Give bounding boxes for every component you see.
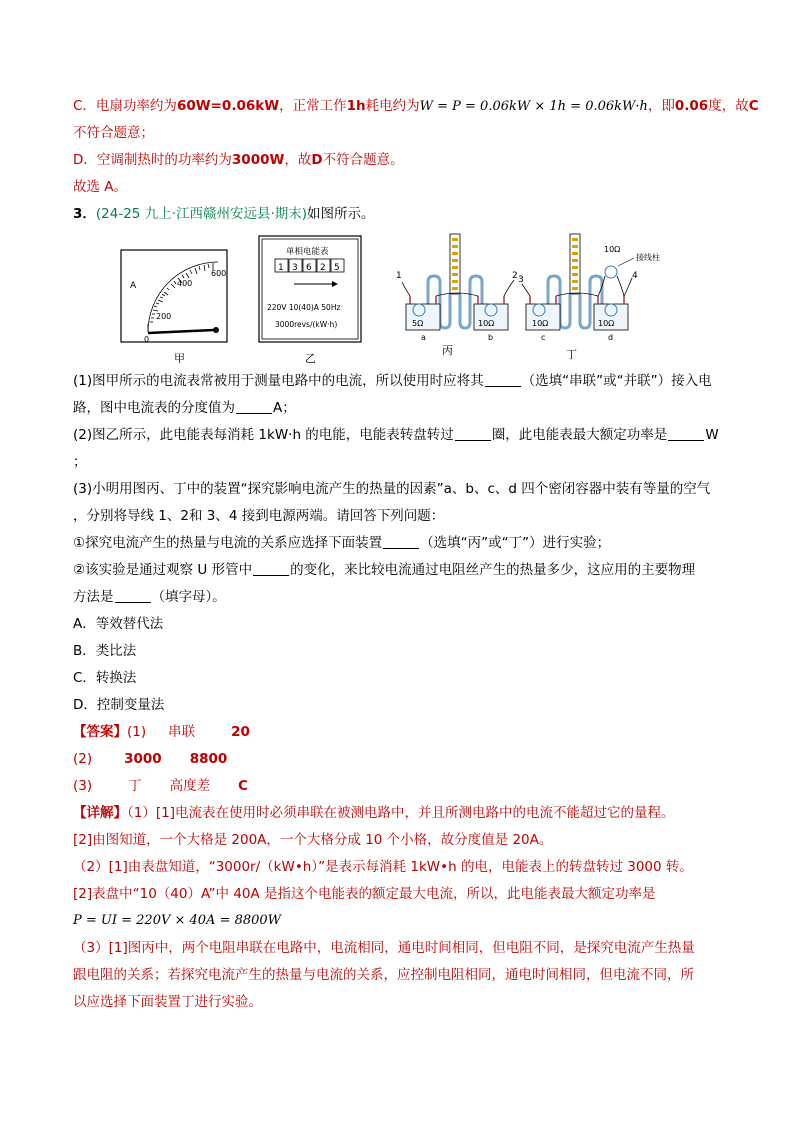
svg-text:10Ω: 10Ω <box>532 319 549 328</box>
blank-4[interactable] <box>668 426 704 441</box>
svg-text:0: 0 <box>144 335 150 344</box>
subq-3-line1: (3)小明用图丙、丁中的装置“探究影响电流产生的热量的因素”a、b、c、d 四个密闭容器中装有等量的空气 <box>73 481 711 497</box>
svg-text:600: 600 <box>211 269 227 278</box>
svg-text:2: 2 <box>320 263 326 273</box>
answer-label: 【答案】 <box>73 724 127 740</box>
blank-7[interactable] <box>115 588 151 603</box>
detail-line-3: （2）[1]由表盘知道，“3000r/（kW•h）”是表示每消耗 1kW•h 的电，电能表上的转盘转过 3000 转。 <box>73 859 693 875</box>
question-source: (24-25 九上·江西赣州安远县·期末) <box>95 206 308 222</box>
option-c-line2: 不符合题意； <box>73 125 154 141</box>
svg-text:4: 4 <box>632 271 638 281</box>
blank-6[interactable] <box>253 561 289 576</box>
subq-3-line2: ，分别将导线 1、2和 3、4 接到电源两端。请回答下列问题： <box>73 508 445 524</box>
svg-text:3: 3 <box>292 263 298 273</box>
svg-text:3: 3 <box>518 275 524 285</box>
svg-text:接线柱: 接线柱 <box>636 253 660 262</box>
subq-2-line2: ； <box>73 454 87 470</box>
option-d-line: D．空调制热时的功率约为3000W，故D不符合题意。 <box>73 152 404 168</box>
svg-text:10Ω: 10Ω <box>598 319 615 328</box>
subq-3-item2: ②该实验是通过观察 U 形管中 的变化，来比较电流通过电阻丝产生的热量多少，这应用的主要物理 <box>73 562 696 578</box>
figure-yi-energy-meter <box>258 232 362 364</box>
choose-line: 故选 A。 <box>73 179 128 195</box>
formula-w: W = P = 0.06kW × 1h = 0.06kW·h <box>419 99 648 114</box>
detail-line-2: [2]由图知道，一个大格是 200A，一个大格分成 10 个小格，故分度值是 20A。 <box>73 832 553 848</box>
caption-yi: 乙 <box>305 352 316 365</box>
figure-bing-apparatus <box>392 232 527 364</box>
svg-text:b: b <box>488 333 494 342</box>
answer-row-1: 【答案】(1) 串联 20 <box>73 724 250 740</box>
figure-ding-apparatus <box>518 232 688 364</box>
svg-text:A: A <box>130 281 137 291</box>
subq-1-line1: (1)图甲所示的电流表常被用于测量电路中的电流，所以使用时应将其 （选填“串联”或“并联”）接入电 <box>73 373 712 389</box>
energy-meter-svg <box>258 232 362 364</box>
svg-text:c: c <box>541 333 546 342</box>
detail-line-8: 以应选择下面装置丁进行实验。 <box>73 994 262 1010</box>
question-3-heading: 3．(24-25 九上·江西赣州安远县·期末)如图所示。 <box>73 206 375 222</box>
svg-text:400: 400 <box>177 279 193 288</box>
option-b: B．类比法 <box>73 643 137 659</box>
blank-2[interactable] <box>236 399 272 414</box>
svg-text:200: 200 <box>156 312 172 321</box>
blank-1[interactable] <box>485 372 521 387</box>
detail-line-4: [2]表盘中“10（40）A”中 40A 是指这个电能表的额定最大电流，所以，此电能表最大额定功率是 <box>73 886 656 902</box>
svg-text:1: 1 <box>396 271 402 281</box>
caption-jia: 甲 <box>174 352 185 365</box>
svg-text:3000revs/(kW·h): 3000revs/(kW·h) <box>275 320 338 329</box>
detail-line-1: 【详解】（1）[1]电流表在使用时必须串联在被测电路中，并且所测电路中的电流不能超过它的量程。 <box>73 805 675 821</box>
caption-bing: 丙 <box>442 344 453 357</box>
subq-3-item2-cont: 方法是 （填字母）。 <box>73 589 226 605</box>
option-c: C．转换法 <box>73 670 137 686</box>
svg-text:单相电能表: 单相电能表 <box>286 247 329 257</box>
subq-2-line1: (2)图乙所示，此电能表每消耗 1kW·h 的电能，电能表转盘转过 圈，此电能表最大额定功率是 W <box>73 427 719 443</box>
ding-svg <box>518 232 688 364</box>
figure-jia-ammeter <box>120 232 230 364</box>
bing-svg <box>392 232 527 364</box>
svg-text:5Ω: 5Ω <box>412 319 424 328</box>
caption-ding: 丁 <box>566 348 577 361</box>
svg-text:5: 5 <box>334 263 340 273</box>
option-c-line1: C．电扇功率约为60W=0.06kW，正常工作1h耗电约为W = P = 0.06kW × 1h = 0.06kW·h，即0.06度，故C <box>73 98 759 114</box>
option-a: A．等效替代法 <box>73 616 164 632</box>
svg-text:10Ω: 10Ω <box>478 319 495 328</box>
subq-3-item1: ①探究电流产生的热量与电流的关系应选择下面装置 （选填“丙”或“丁”）进行实验； <box>73 535 611 551</box>
detail-line-6: （3）[1]图丙中，两个电阻串联在电路中，电流相同，通电时间相同，但电阻不同，是探究电流产生热量 <box>73 940 695 956</box>
ammeter-svg <box>120 232 230 364</box>
svg-text:6: 6 <box>306 263 312 273</box>
blank-5[interactable] <box>383 534 419 549</box>
option-d: D．控制变量法 <box>73 697 165 713</box>
detail-line-7: 跟电阻的关系；若探究电流产生的热量与电流的关系，应控制电阻相同，通电时间相同，但电流不同，所 <box>73 967 694 983</box>
svg-text:d: d <box>608 333 614 342</box>
detail-formula: P = UI = 220V × 40A = 8800W <box>73 913 282 928</box>
subq-1-line2: 路，图中电流表的分度值为 A； <box>73 400 296 416</box>
svg-text:220V 10(40)A 50Hz: 220V 10(40)A 50Hz <box>267 303 341 312</box>
detail-label: 【详解】 <box>73 805 127 821</box>
svg-text:2: 2 <box>512 271 518 281</box>
answer-row-2: (2) 3000 8800 <box>73 751 228 767</box>
blank-3[interactable] <box>455 426 491 441</box>
svg-text:10Ω: 10Ω <box>604 245 621 254</box>
answer-row-3: (3) 丁 高度差 C <box>73 778 249 794</box>
svg-text:1: 1 <box>278 263 284 273</box>
svg-text:a: a <box>421 333 426 342</box>
